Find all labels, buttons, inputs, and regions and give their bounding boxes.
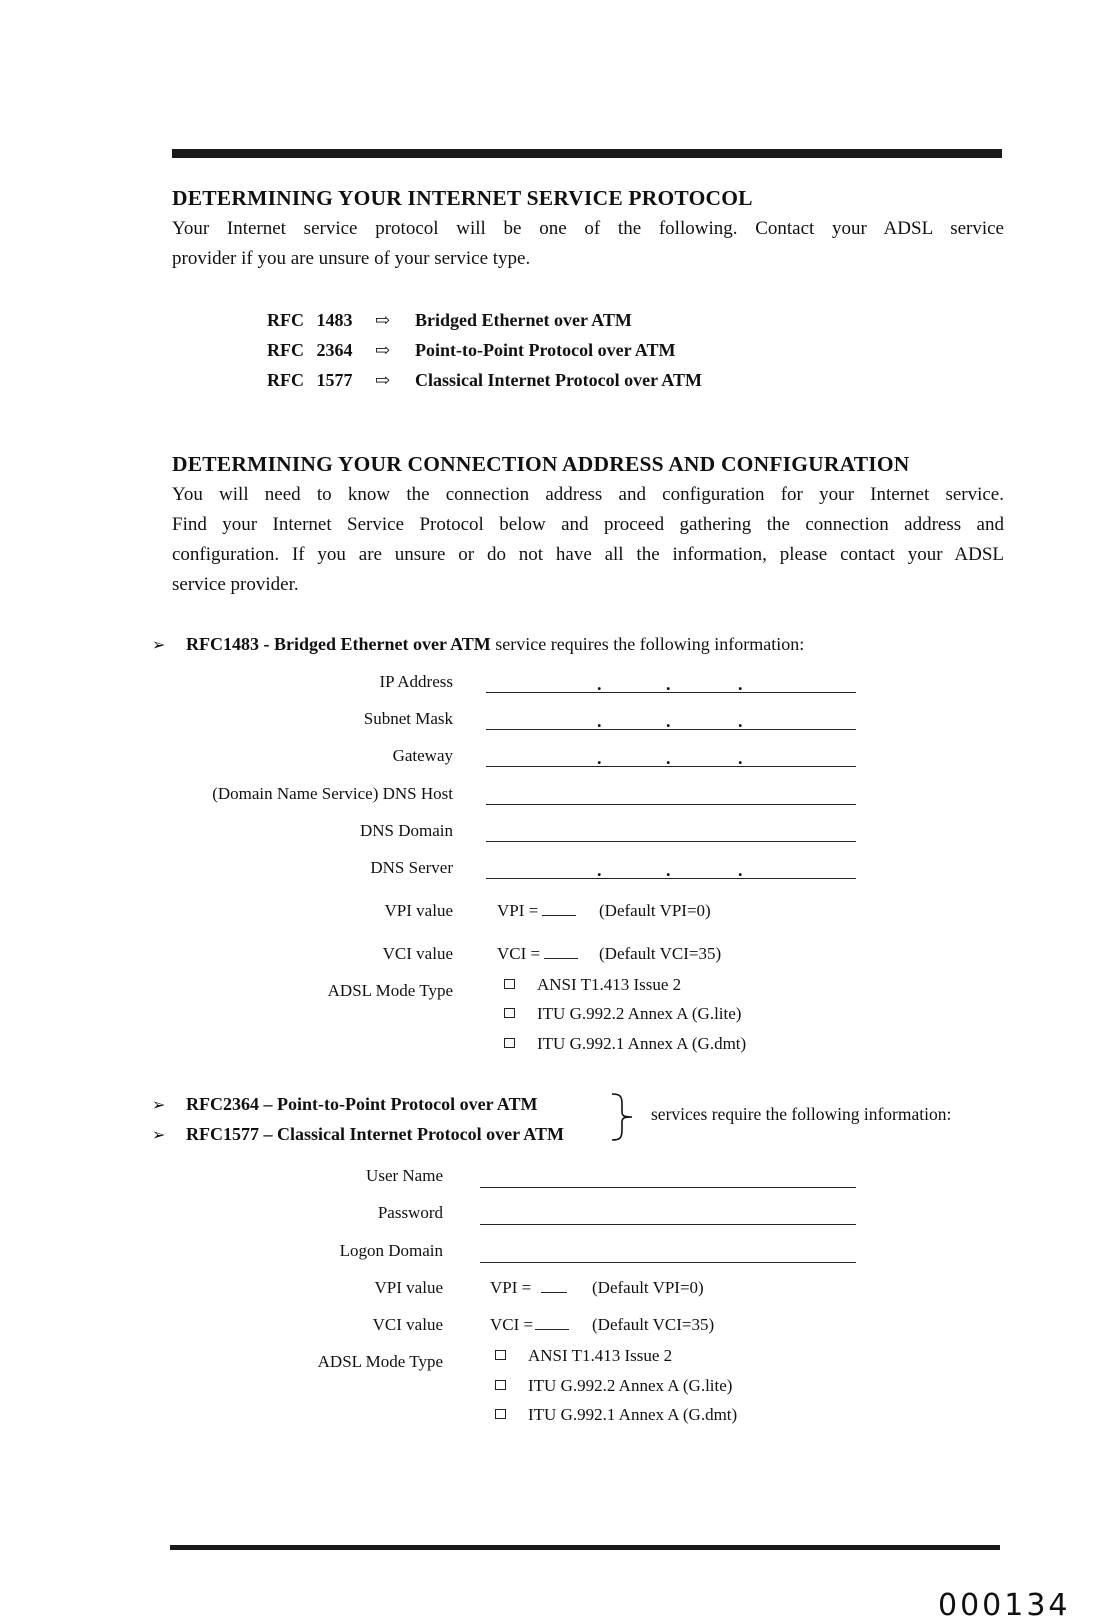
vpi-default: (Default VPI=0) (592, 1278, 704, 1297)
form1-title (152, 634, 804, 655)
checkbox[interactable] (495, 1350, 506, 1360)
logon-domain-field[interactable] (480, 1262, 856, 1263)
vci-prefix: VCI = (490, 1315, 534, 1334)
arrow-right-icon: ⇨ (375, 340, 391, 360)
bottom-rule (170, 1545, 1000, 1550)
vci-default: (Default VCI=35) (599, 944, 722, 963)
vpi-prefix: VPI = (490, 1278, 532, 1297)
document-number: 000134 (938, 1588, 1071, 1623)
form2-title-1 (152, 1094, 537, 1115)
user-name-label: User Name (366, 1166, 443, 1185)
vci-prefix: VCI = (497, 944, 541, 963)
dns-domain-field[interactable] (486, 841, 856, 842)
protocol-row (267, 340, 675, 361)
protocol-row (267, 310, 632, 331)
ip-address-dot: . (738, 674, 743, 694)
top-rule (172, 149, 1002, 158)
adsl-mode-option[interactable] (495, 1405, 737, 1425)
vci-default: (Default VCI=35) (592, 1315, 715, 1334)
adsl-mode-option[interactable] (504, 975, 681, 995)
arrow-right-icon: ⇨ (375, 310, 391, 330)
adsl-mode-option[interactable] (504, 1034, 746, 1054)
section1-intro-line: provider if you are unsure of your service type. (172, 248, 531, 269)
protocol-name: Classical Internet Protocol over ATM (415, 370, 702, 390)
form2-brace-text: services require the following information: (651, 1104, 952, 1124)
protocol-rfc: RFC 1577 (267, 370, 353, 390)
protocol-name: Bridged Ethernet over ATM (415, 310, 632, 330)
checkbox[interactable] (504, 1038, 515, 1048)
section1-intro (172, 214, 1004, 274)
adsl-mode-option-label: ITU G.992.2 Annex A (G.lite) (537, 1004, 742, 1023)
arrow-right-icon: ⇨ (375, 370, 391, 390)
vci-label: VCI value (372, 1315, 443, 1334)
dns-domain-label: DNS Domain (359, 821, 453, 840)
checkbox[interactable] (504, 1008, 515, 1018)
logon-domain-label: Logon Domain (339, 1241, 443, 1260)
protocol-row (267, 370, 702, 391)
ip-address-field[interactable] (486, 692, 856, 693)
gateway-dot: . (738, 748, 743, 768)
checkbox[interactable] (495, 1409, 506, 1419)
user-name-field[interactable] (480, 1187, 856, 1188)
section1-intro-line: Your Internet service protocol will be one of the following. Contact your ADSL service (172, 218, 1004, 239)
vpi-entry (497, 901, 576, 921)
adsl-mode-option-label: ITU G.992.1 Annex A (G.dmt) (528, 1405, 738, 1424)
adsl-mode-option-label: ITU G.992.1 Annex A (G.dmt) (537, 1034, 747, 1053)
dns-server-dot: . (738, 860, 743, 880)
adsl-mode-option[interactable] (495, 1346, 672, 1366)
section2-heading: DETERMINING YOUR CONNECTION ADDRESS AND CONFIGURATION (172, 452, 910, 476)
gateway-dot: . (597, 748, 602, 768)
checkbox[interactable] (504, 979, 515, 989)
vci-entry (490, 1315, 569, 1335)
ip-address-dot: . (597, 674, 602, 694)
section2-intro-line: Find your Internet Service Protocol below and proceed gathering the connection address and (172, 514, 1004, 535)
vci-entry (497, 944, 578, 964)
vpi-prefix: VPI = (497, 901, 539, 920)
ip-address-dot: . (666, 674, 671, 694)
adsl-mode-option[interactable] (504, 1004, 741, 1024)
protocol-rfc: RFC 1483 (267, 310, 353, 330)
section2-intro-line: You will need to know the connection address and configuration for your Internet service. (172, 484, 1004, 505)
vpi-input[interactable] (541, 1278, 567, 1293)
subnet-mask-dot: . (666, 711, 671, 731)
form2-title-2 (152, 1124, 564, 1145)
subnet-mask-dot: . (597, 711, 602, 731)
dns-server-field[interactable] (486, 878, 856, 879)
password-field[interactable] (480, 1224, 856, 1225)
form2-title-2-bold: RFC1577 – Classical Internet Protocol over ATM (186, 1124, 564, 1144)
protocol-name: Point-to-Point Protocol over ATM (415, 340, 676, 360)
adsl-mode-option-label: ANSI T1.413 Issue 2 (537, 975, 682, 994)
subnet-mask-label: Subnet Mask (363, 709, 453, 728)
section1-heading: DETERMINING YOUR INTERNET SERVICE PROTOCOL (172, 186, 753, 210)
vpi-input[interactable] (542, 901, 576, 916)
gateway-dot: . (666, 748, 671, 768)
vpi-entry (490, 1278, 567, 1298)
vci-input[interactable] (535, 1315, 569, 1330)
bullet-arrow-icon: ➢ (152, 637, 166, 654)
vci-label: VCI value (382, 944, 453, 963)
password-label: Password (377, 1203, 443, 1222)
form2-title-1-bold: RFC2364 – Point-to-Point Protocol over ATM (186, 1094, 538, 1114)
vpi-label: VPI value (374, 1278, 443, 1297)
ip-address-label: IP Address (379, 672, 453, 691)
subnet-mask-dot: . (738, 711, 743, 731)
gateway-label: Gateway (392, 746, 453, 765)
dns-server-dot: . (666, 860, 671, 880)
form1-title-rest: service requires the following information: (490, 634, 805, 654)
adsl-mode-option[interactable] (495, 1376, 732, 1396)
subnet-mask-field[interactable] (486, 729, 856, 730)
adsl-mode-option-label: ITU G.992.2 Annex A (G.lite) (528, 1376, 733, 1395)
dns-host-field[interactable] (486, 804, 856, 805)
section2-intro-line: configuration. If you are unsure or do not have all the information, please contact your ADSL (172, 544, 1004, 565)
adsl-mode-label: ADSL Mode Type (327, 981, 453, 1000)
bullet-arrow-icon: ➢ (152, 1097, 166, 1114)
section2-intro-line: service provider. (172, 574, 299, 595)
section2-intro (172, 480, 1004, 600)
vpi-default: (Default VPI=0) (599, 901, 711, 920)
adsl-mode-label: ADSL Mode Type (317, 1352, 443, 1371)
adsl-mode-option-label: ANSI T1.413 Issue 2 (528, 1346, 673, 1365)
dns-host-label: (Domain Name Service) DNS Host (212, 784, 453, 803)
vci-input[interactable] (544, 944, 578, 959)
checkbox[interactable] (495, 1380, 506, 1390)
vpi-label: VPI value (384, 901, 453, 920)
dns-server-label: DNS Server (370, 858, 453, 877)
form1-title-bold: RFC1483 - Bridged Ethernet over ATM (186, 634, 491, 654)
protocol-rfc: RFC 2364 (267, 340, 353, 360)
right-brace-icon (610, 1092, 636, 1142)
gateway-field[interactable] (486, 766, 856, 767)
dns-server-dot: . (597, 860, 602, 880)
bullet-arrow-icon: ➢ (152, 1127, 166, 1144)
